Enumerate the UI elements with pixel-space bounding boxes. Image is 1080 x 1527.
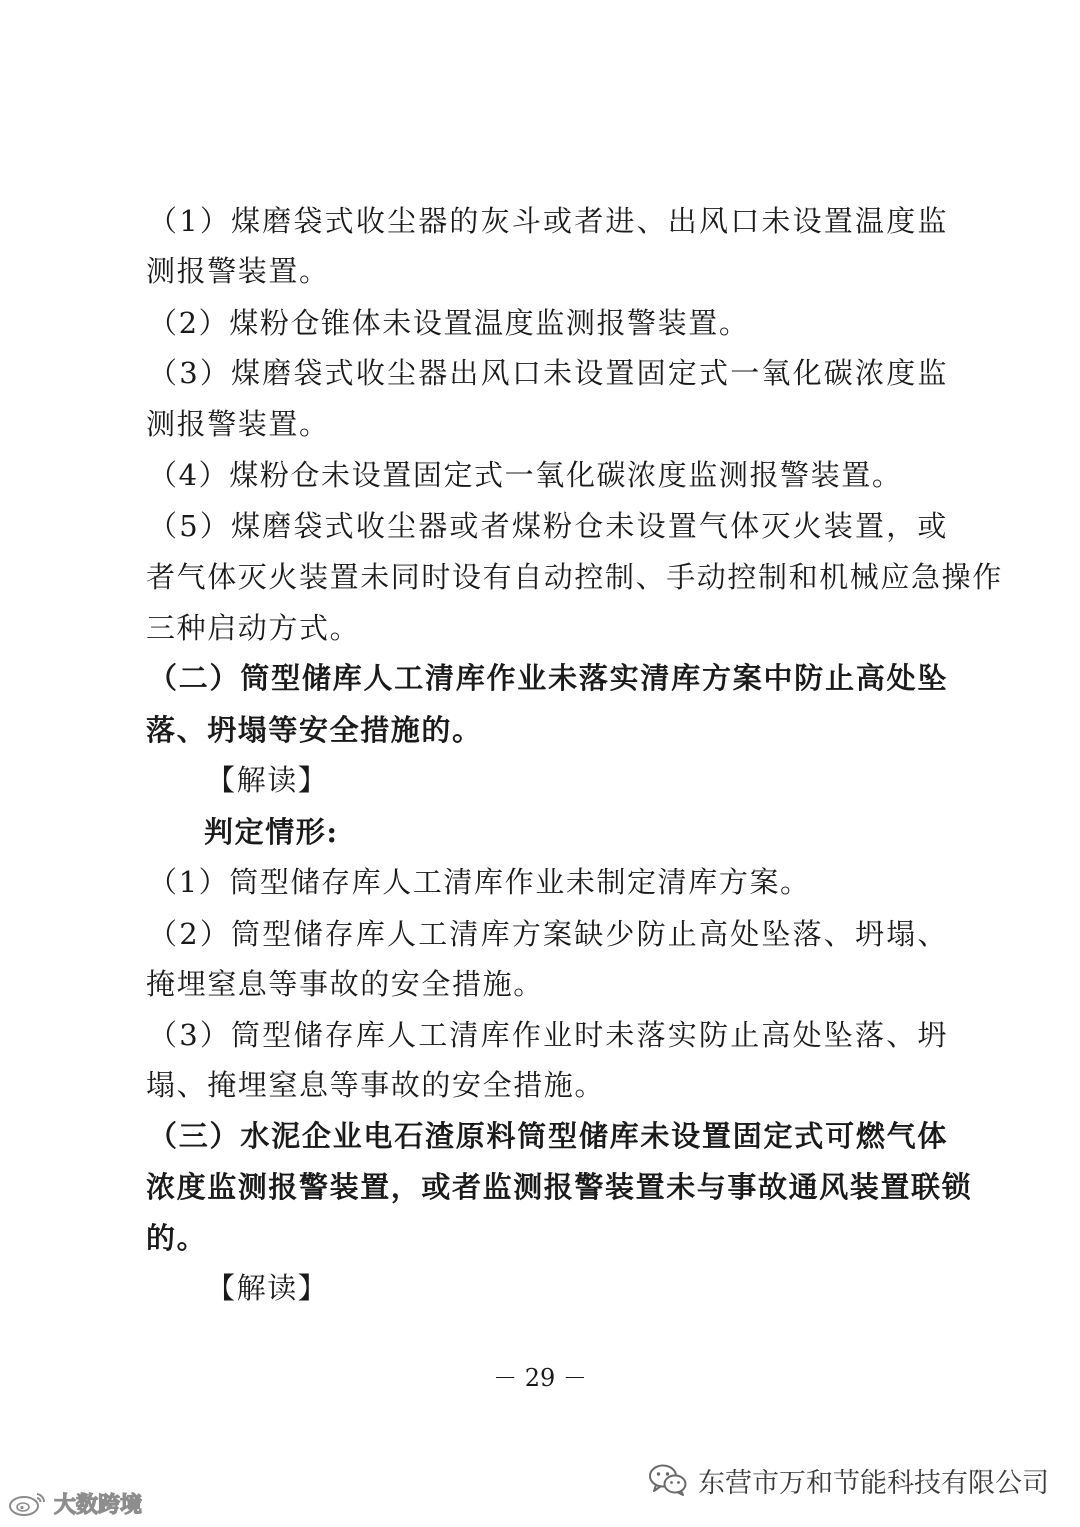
corner-watermark-text: 大数跨境 xyxy=(54,1492,143,1518)
criteria-label: 判定情形: xyxy=(204,815,339,849)
paragraph-line: （2）煤粉仓锥体未设置温度监测报警装置。 xyxy=(148,306,750,340)
wechat-icon xyxy=(648,1463,688,1497)
paragraph-line: （5）煤磨袋式收尘器或者煤粉仓未设置气体灭火装置，或 xyxy=(148,509,948,543)
interpretation-label: 【解读】 xyxy=(206,1271,329,1305)
paragraph-line: 掩埋窒息等事故的安全措施。 xyxy=(146,967,544,1001)
paragraph-line: 三种启动方式。 xyxy=(146,611,361,645)
company-watermark-text: 东营市万和节能科技有限公司 xyxy=(698,1467,1049,1499)
paragraph-line: 塌、掩埋窒息等事故的安全措施。 xyxy=(146,1068,606,1102)
paragraph-line: 测报警装置。 xyxy=(146,254,330,288)
paragraph-line: （3）煤磨袋式收尘器出风口未设置固定式一氧化碳浓度监 xyxy=(148,356,948,390)
page-number: － 29 － xyxy=(493,1364,587,1392)
section-heading: 浓度监测报警装置，或者监测报警装置未与事故通风装置联锁 xyxy=(146,1170,973,1204)
interpretation-label: 【解读】 xyxy=(206,763,329,797)
paragraph-line: 者气体灭火装置未同时设有自动控制、手动控制和机械应急操作 xyxy=(146,560,1003,594)
company-watermark xyxy=(648,1458,1049,1502)
section-heading: 落、坍塌等安全措施的。 xyxy=(146,713,483,747)
section-heading: 的。 xyxy=(146,1221,208,1255)
section-heading: （二）筒型储库人工清库作业未落实清库方案中防止高处坠 xyxy=(148,661,948,695)
weibo-icon xyxy=(8,1489,48,1517)
section-heading: （三）水泥企业电石渣原料筒型储库未设置固定式可燃气体 xyxy=(148,1119,948,1153)
paragraph-line: （4）煤粉仓未设置固定式一氧化碳浓度监测报警装置。 xyxy=(148,458,903,492)
corner-watermark xyxy=(8,1486,142,1520)
paragraph-line: （3）筒型储存库人工清库作业时未落实防止高处坠落、坍 xyxy=(148,1018,948,1052)
paragraph-line: （1）筒型储存库人工清库作业未制定清库方案。 xyxy=(148,865,811,899)
paragraph-line: （1）煤磨袋式收尘器的灰斗或者进、出风口未设置温度监 xyxy=(148,204,948,238)
paragraph-line: 测报警装置。 xyxy=(146,407,330,441)
paragraph-line: （2）筒型储存库人工清库方案缺少防止高处坠落、坍塌、 xyxy=(148,917,948,951)
